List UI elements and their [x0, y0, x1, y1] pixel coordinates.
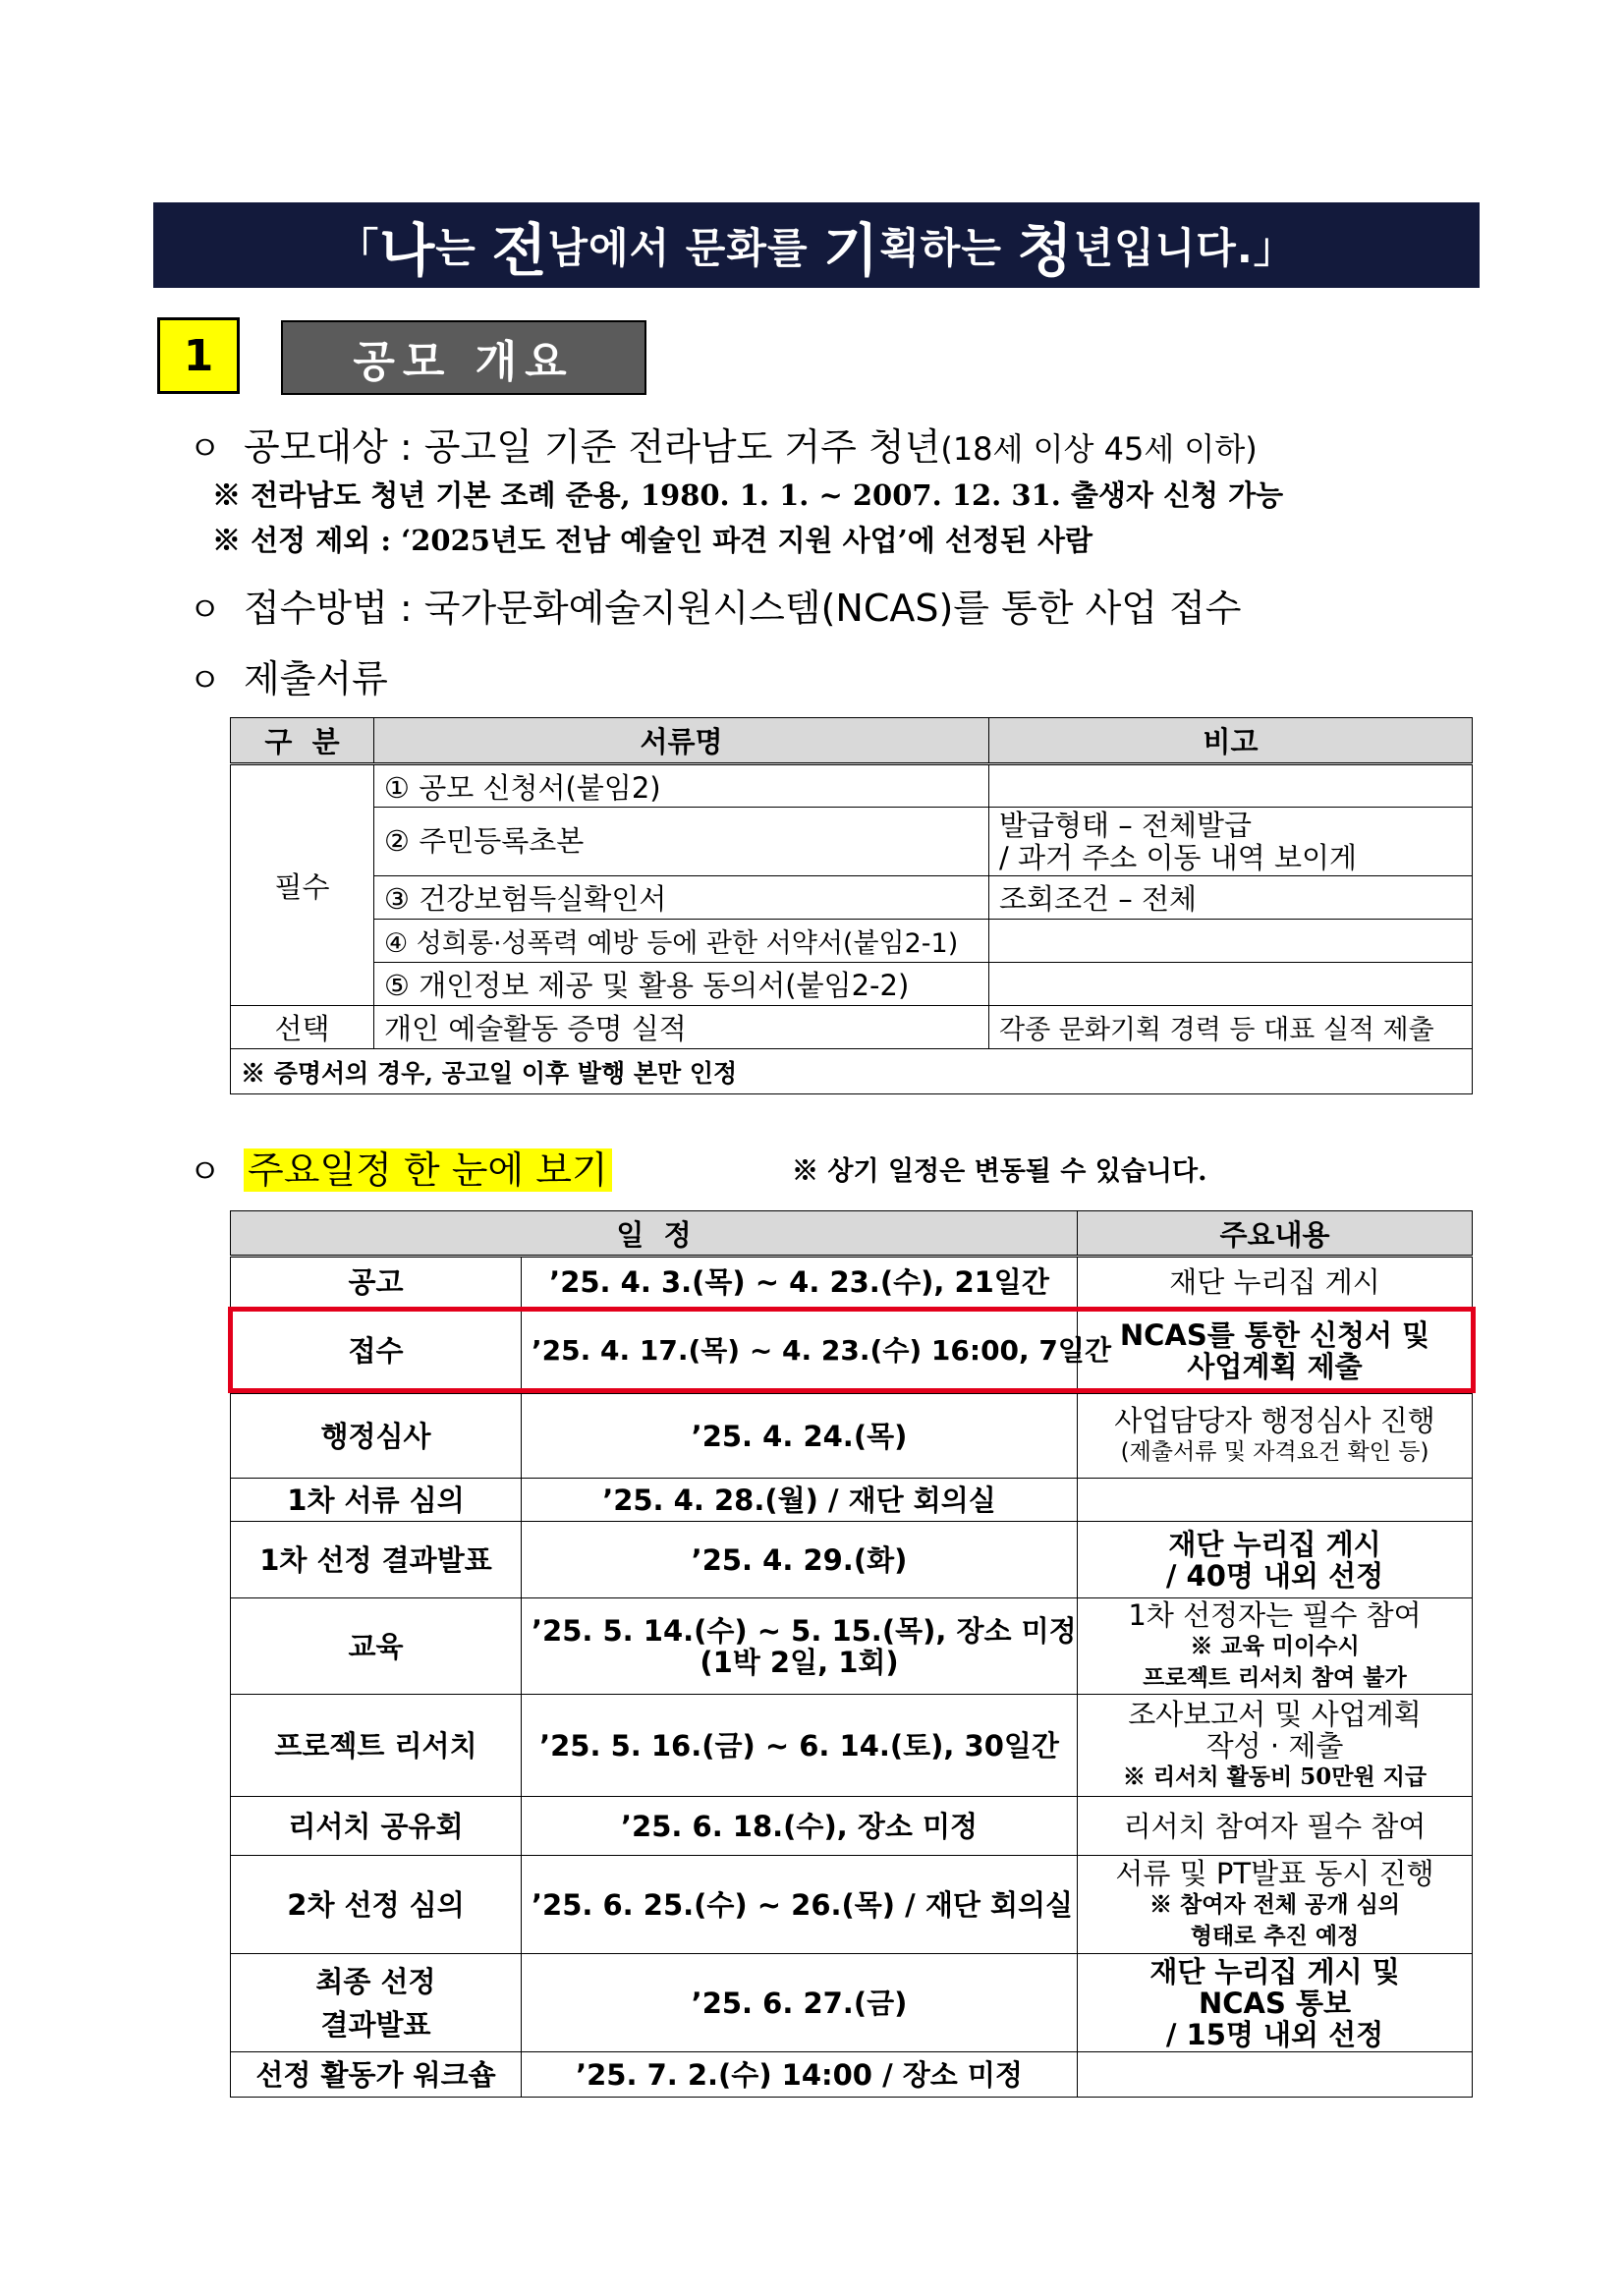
schedule-header-date: 일 정 — [231, 1211, 1078, 1257]
doc-note — [989, 764, 1473, 808]
section-number: 1 — [157, 317, 240, 394]
doc-name: ⑤ 개인정보 제공 및 활용 동의서(붙임2-2) — [374, 963, 989, 1006]
schedule-header-row — [231, 1211, 1473, 1257]
banner-t4: 남에서 문화를 — [547, 223, 824, 272]
schedule-name: 리서치 공유회 — [231, 1797, 522, 1856]
schedule-content-line: 프로젝트 리서치 참여 불가 — [1143, 1663, 1407, 1691]
schedule-name: 2차 선정 심의 — [231, 1856, 522, 1954]
schedule-name: 선정 활동가 워크숍 — [231, 2052, 522, 2098]
schedule-heading: 주요일정 한 눈에 보기 — [244, 1148, 612, 1192]
schedule-content: 재단 누리집 게시 — [1078, 1257, 1473, 1308]
schedule-name: 공고 — [231, 1257, 522, 1308]
schedule-date-line: ’25. 5. 14.(수) ~ 5. 15.(목), 장소 미정 — [532, 1613, 1077, 1648]
schedule-content-line: (제출서류 및 자격요건 확인 등) — [1120, 1438, 1429, 1465]
schedule-date: ’25. 6. 18.(수), 장소 미정 — [522, 1797, 1078, 1856]
doc-note: 각종 문화기획 경력 등 대표 실적 제출 — [989, 1006, 1473, 1049]
schedule-content — [1078, 1954, 1473, 2052]
docs-header-category: 구 분 — [231, 718, 374, 764]
banner-t1: 나 — [379, 216, 436, 284]
table-row — [231, 1598, 1473, 1695]
banner-t3: 전 — [491, 216, 548, 284]
schedule-content-line: / 40명 내외 선정 — [1165, 1558, 1384, 1593]
target-note-2: ※ 선정 제외 : ‘2025년도 전남 예술인 파견 지원 사업’에 선정된 사람 — [212, 524, 1092, 557]
docs-header-note: 비고 — [989, 718, 1473, 764]
schedule-content-line: ※ 참여자 전체 공개 심의 — [1149, 1890, 1401, 1918]
schedule-note: ※ 상기 일정은 변동될 수 있습니다. — [792, 1156, 1207, 1187]
schedule-date: ’25. 6. 25.(수) ~ 26.(목) / 재단 회의실 — [522, 1856, 1078, 1954]
schedule-content-line: 서류 및 PT발표 동시 진행 — [1115, 1856, 1434, 1890]
table-row — [231, 2052, 1473, 2098]
table-row — [231, 920, 1473, 963]
table-row — [231, 1522, 1473, 1598]
target-range: (18세 이상 45세 이하) — [940, 430, 1258, 468]
schedule-name: 접수 — [231, 1308, 522, 1394]
target-line — [189, 417, 1258, 471]
docs-heading-line — [189, 648, 388, 702]
schedule-content-line: 조사보고서 및 사업계획 — [1128, 1697, 1422, 1731]
table-row — [231, 1797, 1473, 1856]
schedule-content-line: ※ 리서치 활동비 50만원 지급 — [1122, 1763, 1428, 1790]
section-title: 공모 개요 — [281, 320, 646, 395]
docs-header-row — [231, 718, 1473, 764]
doc-note-line-2: / 과거 주소 이동 내역 보이게 — [999, 840, 1358, 874]
schedule-header-content: 주요내용 — [1078, 1211, 1473, 1257]
bullet-circle: ㅇ — [189, 590, 221, 630]
title-banner — [153, 202, 1480, 288]
table-row — [231, 808, 1473, 876]
doc-name: ② 주민등록초본 — [374, 808, 989, 876]
target-label: 공모대상 : 공고일 기준 전라남도 거주 청년 — [244, 425, 941, 469]
schedule-name: 1차 선정 결과발표 — [231, 1522, 522, 1598]
doc-note-line-1: 발급형태 – 전체발급 — [999, 808, 1253, 842]
schedule-content — [1078, 1479, 1473, 1522]
bullet-circle: ㅇ — [189, 661, 221, 700]
docs-footnote: ※ 증명서의 경우, 공고일 이후 발행 본만 인정 — [231, 1049, 1473, 1094]
highlight-box — [228, 1307, 1476, 1393]
schedule-date: ’25. 7. 2.(수) 14:00 / 장소 미정 — [522, 2052, 1078, 2098]
schedule-content-line: 사업계획 제출 — [1187, 1349, 1363, 1383]
banner-t6: 획하는 — [879, 223, 1018, 272]
table-row — [231, 1856, 1473, 1954]
banner-t8: 년입니다.」 — [1073, 223, 1296, 272]
banner-t5: 기 — [823, 216, 880, 284]
schedule-content — [1078, 1695, 1473, 1797]
documents-table — [230, 717, 1473, 1094]
schedule-date: ’25. 4. 17.(목) ~ 4. 23.(수) 16:00, 7일간 — [522, 1308, 1078, 1394]
table-footnote-row — [231, 1049, 1473, 1094]
docs-heading: 제출서류 — [244, 657, 388, 700]
schedule-content — [1078, 1522, 1473, 1598]
schedule-name-line: 결과발표 — [320, 2007, 431, 2042]
table-row — [231, 1695, 1473, 1797]
group-required: 필수 — [231, 764, 374, 1006]
schedule-name: 프로젝트 리서치 — [231, 1695, 522, 1797]
method-text: 접수방법 : 국가문화예술지원시스템(NCAS)를 통한 사업 접수 — [244, 587, 1242, 630]
banner-t2: 는 — [435, 223, 492, 272]
group-optional: 선택 — [231, 1006, 374, 1049]
schedule-date: ’25. 5. 16.(금) ~ 6. 14.(토), 30일간 — [522, 1695, 1078, 1797]
schedule-content-line: NCAS를 통한 신청서 및 — [1119, 1317, 1430, 1352]
schedule-content-line: NCAS 통보 — [1199, 1986, 1352, 2020]
schedule-content — [1078, 1394, 1473, 1479]
target-note-1: ※ 전라남도 청년 기본 조례 준용, 1980. 1. 1. ~ 2007. 12. 31. 출생자 신청 가능 — [212, 478, 1284, 512]
table-row — [231, 764, 1473, 808]
table-row — [231, 1394, 1473, 1479]
schedule-name — [231, 1954, 522, 2052]
schedule-content: 리서치 참여자 필수 참여 — [1078, 1797, 1473, 1856]
doc-name: 개인 예술활동 증명 실적 — [374, 1006, 989, 1049]
schedule-content-line: 사업담당자 행정심사 진행 — [1114, 1403, 1435, 1437]
table-row — [231, 1006, 1473, 1049]
schedule-date: ’25. 4. 3.(목) ~ 4. 23.(수), 21일간 — [522, 1257, 1078, 1308]
table-row — [231, 876, 1473, 920]
schedule-name: 교육 — [231, 1598, 522, 1695]
schedule-date: ’25. 4. 28.(월) / 재단 회의실 — [522, 1479, 1078, 1522]
doc-name: ④ 성희롱·성폭력 예방 등에 관한 서약서(붙임2-1) — [374, 920, 989, 963]
doc-note — [989, 808, 1473, 876]
schedule-content — [1078, 1598, 1473, 1695]
doc-note — [989, 963, 1473, 1006]
schedule-date-line: (1박 2일, 1회) — [700, 1645, 899, 1679]
schedule-content-line: 1차 선정자는 필수 참여 — [1128, 1597, 1422, 1632]
table-row — [231, 963, 1473, 1006]
method-line — [189, 578, 1242, 632]
schedule-date: ’25. 4. 24.(목) — [522, 1394, 1078, 1479]
schedule-date: ’25. 6. 27.(금) — [522, 1954, 1078, 2052]
bullet-circle: ㅇ — [189, 1152, 221, 1192]
table-row — [231, 1257, 1473, 1308]
doc-name: ① 공모 신청서(붙임2) — [374, 764, 989, 808]
schedule-content — [1078, 1856, 1473, 1954]
schedule-content-line: 재단 누리집 게시 및 — [1149, 1954, 1400, 1988]
schedule-content — [1078, 2052, 1473, 2098]
schedule-content-line: ※ 교육 미이수시 — [1190, 1632, 1360, 1659]
doc-note — [989, 920, 1473, 963]
bullet-circle: ㅇ — [189, 429, 221, 469]
doc-note: 조회조건 – 전체 — [989, 876, 1473, 920]
table-row — [231, 1954, 1473, 2052]
schedule-content-line: 작성 · 제출 — [1205, 1728, 1344, 1763]
banner-t7: 청 — [1017, 216, 1074, 284]
schedule-content-line: / 15명 내외 선정 — [1165, 2017, 1384, 2051]
docs-header-name: 서류명 — [374, 718, 989, 764]
schedule-date — [522, 1598, 1078, 1695]
schedule-content-line: 형태로 추진 예정 — [1190, 1922, 1360, 1949]
table-row — [231, 1479, 1473, 1522]
schedule-date: ’25. 4. 29.(화) — [522, 1522, 1078, 1598]
schedule-name-line: 최종 선정 — [315, 1964, 436, 1998]
doc-name: ③ 건강보험득실확인서 — [374, 876, 989, 920]
schedule-heading-line — [189, 1140, 612, 1194]
banner-open: 「 — [337, 223, 380, 272]
schedule-name: 1차 서류 심의 — [231, 1479, 522, 1522]
schedule-content-line: 재단 누리집 게시 — [1168, 1527, 1381, 1561]
schedule-name: 행정심사 — [231, 1394, 522, 1479]
